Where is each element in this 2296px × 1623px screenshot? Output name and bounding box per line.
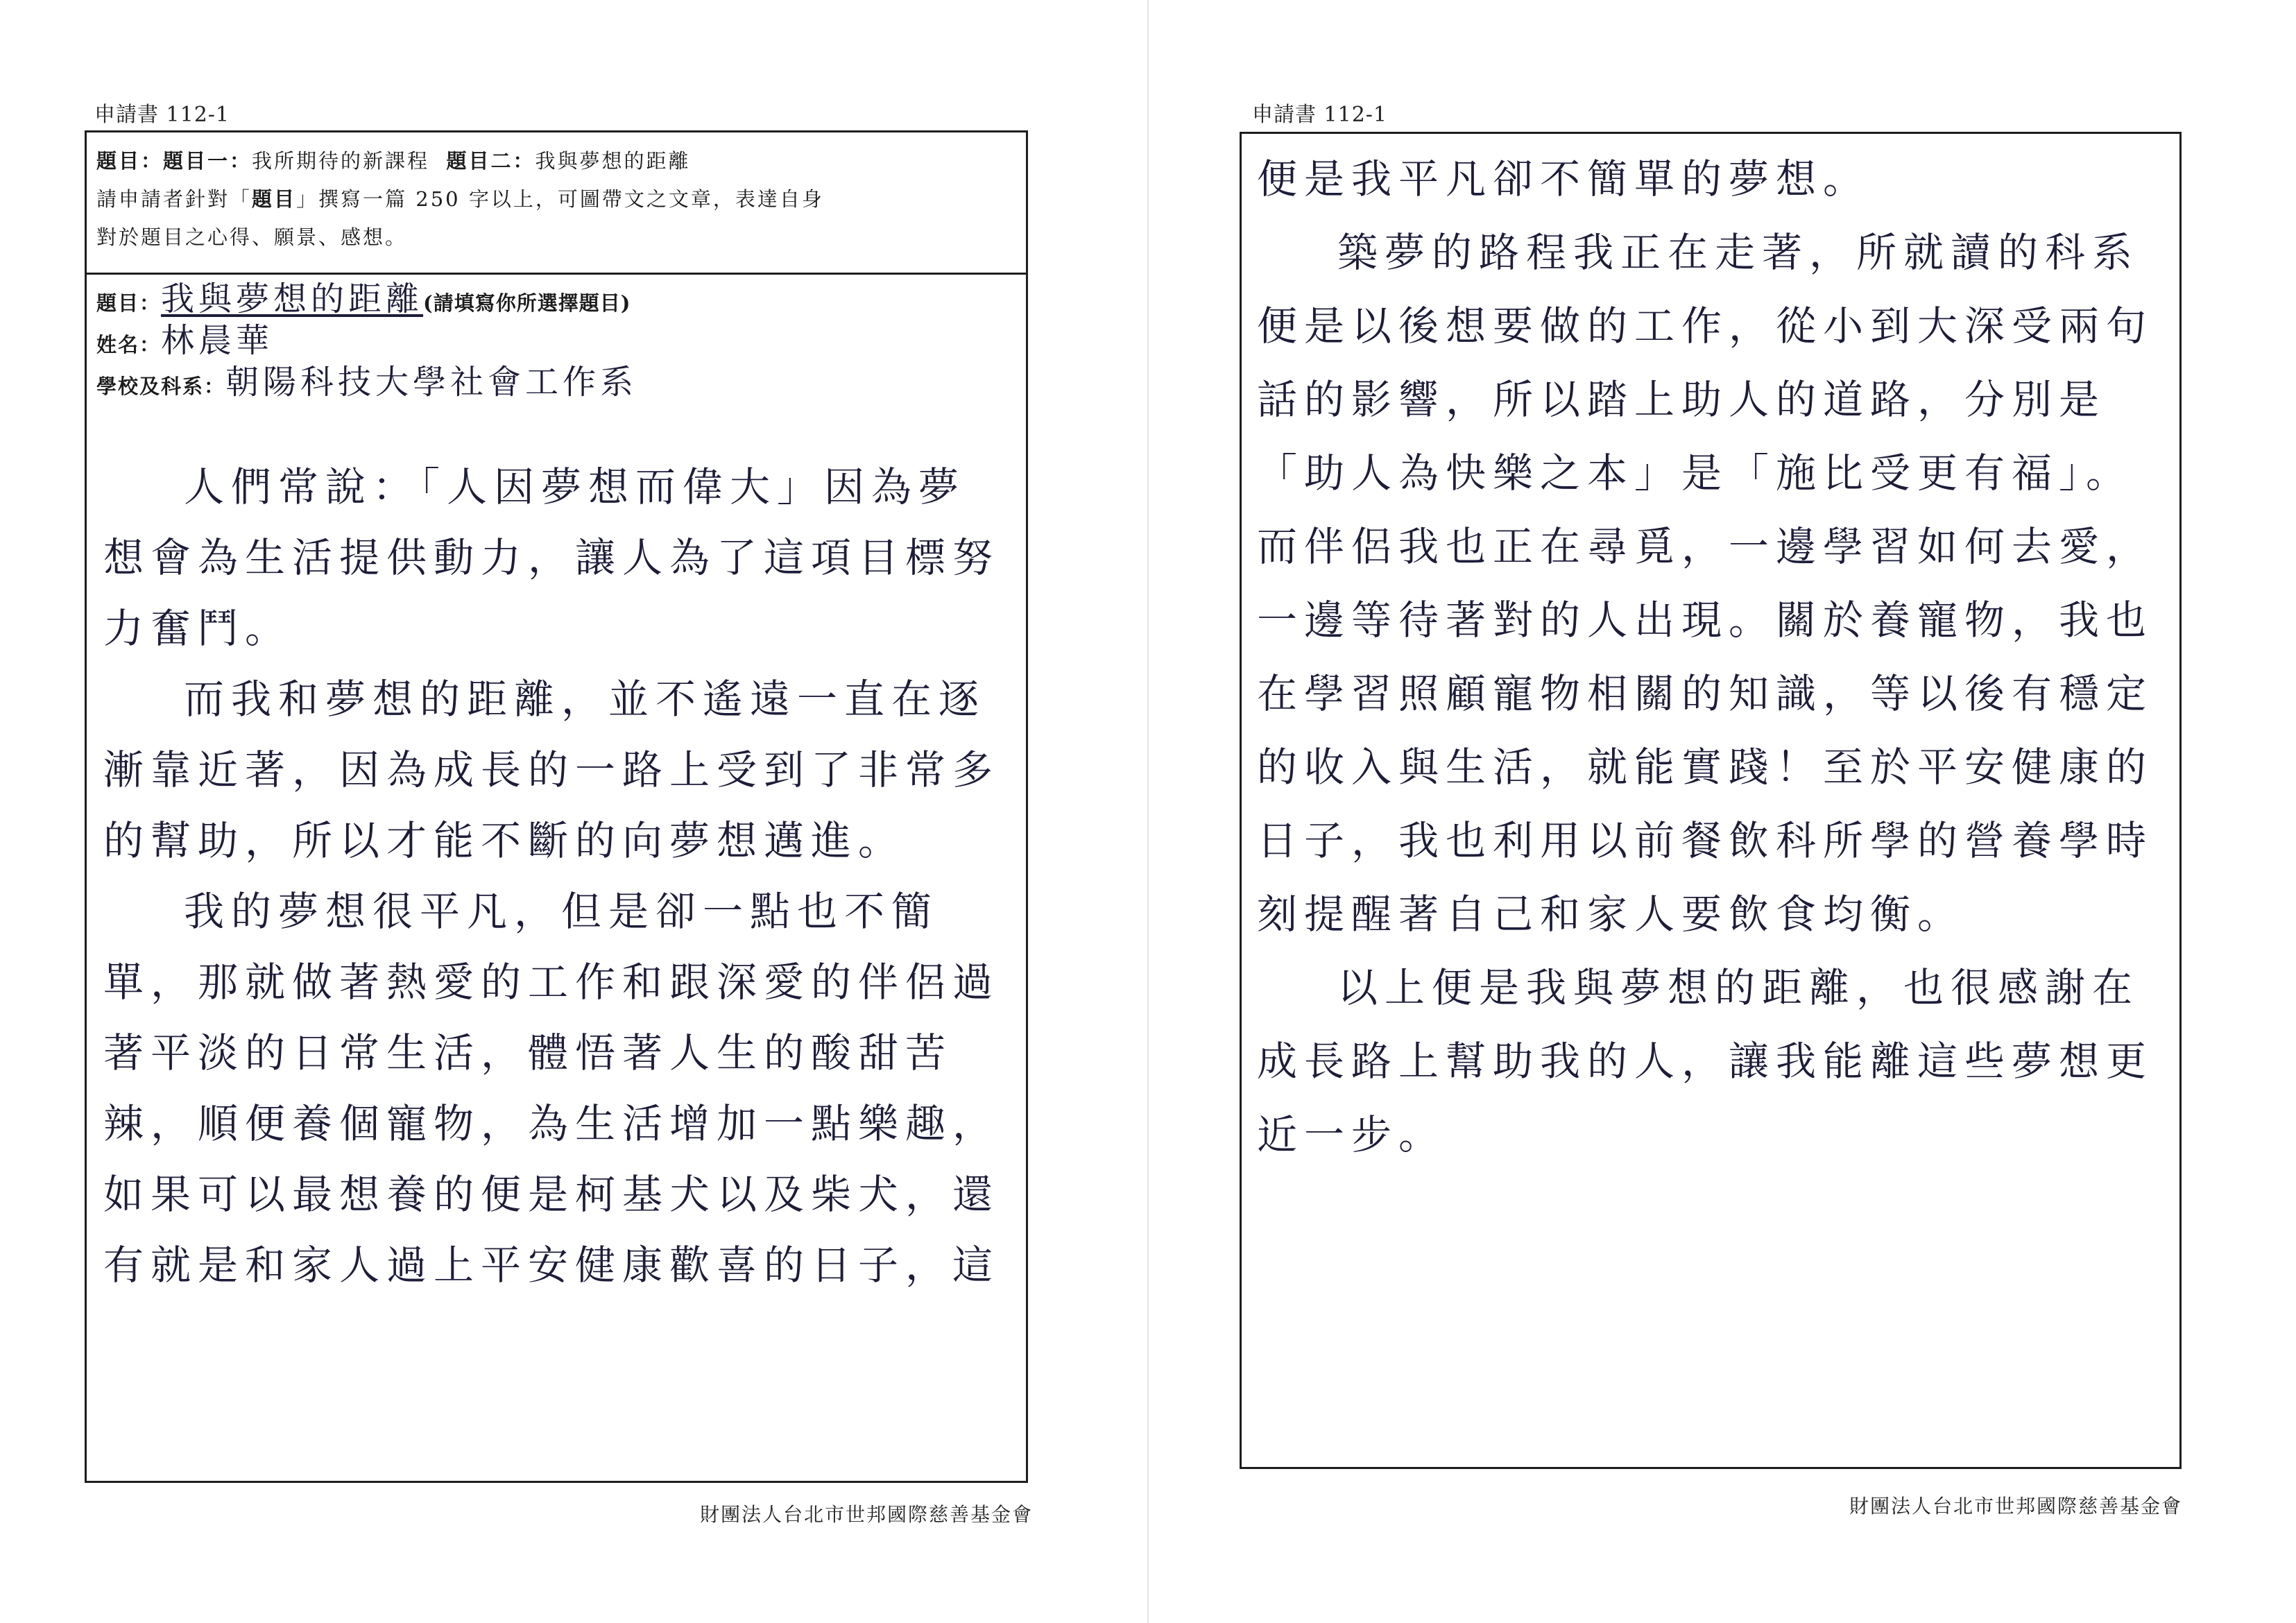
instruction-line-1 [96,180,1018,218]
essay-paragraph: 築夢的路程我正在走著，所就讀的科系便是以後想要做的工作，從小到大深受兩句話的影響，所以踏上助人的道路，分別是「助人為快樂之本」是「施比受更有福」。而伴侶我也正在尋覓，一邊學習如何去愛，一邊等待著對的人出現。關於養寵物，我也在學習照顧寵物相關的知識，等以後有穩定的收入與生活，就能實踐！至於平安健康的日子，我也利用以前餐飲科所學的營養學時刻提醒著自己和家人要飲食均衡。 [1257,229,2154,938]
topic-one: 我所期待的新課程 [252,149,430,173]
name-row [96,320,1018,361]
form-code: 申請書 112-1 [94,103,230,127]
chosen-topic-note: (請填寫你所選擇題目) [423,291,631,315]
instruction-text-bold: 題目 [252,187,297,211]
foundation-footer: 財團法人台北市世邦國際慈善基金會 [1849,1495,2182,1518]
name-label: 姓名： [96,333,162,357]
essay-paragraph: 人們常說：「人因夢想而偉大」因為夢想會為生活提供動力，讓人為了這項目標努力奮鬥。 [103,463,1000,652]
topics-line [96,142,1018,180]
instruction-text-pre: 請申請者針對「 [96,187,252,211]
essay-paragraph: 以上便是我與夢想的距離，也很感謝在成長路上幫助我的人，讓我能離這些夢想更近一步。 [1257,964,2154,1158]
school-value: 朝陽科技大學社會工作系 [225,363,638,402]
form-code: 申請書 112-1 [1252,103,1388,127]
essay-paragraph: 而我和夢想的距離，並不遙遠一直在逐漸靠近著，因為成長的一路上受到了非常多的幫助，所以才能不斷的向夢想邁進。 [103,676,1000,864]
school-label: 學校及科系： [96,375,226,398]
essay-paragraph: 我的夢想很平凡，但是卻一點也不簡單，那就做著熱愛的工作和跟深愛的伴侶過著平淡的日常生活，體悟著人生的酸甜苦辣，順便養個寵物，為生活增加一點樂趣，如果可以最想養的便是柯基犬以及柴犬，還有就是和家人過上平安健康歡喜的日子，這 [103,888,1000,1289]
foundation-footer: 財團法人台北市世邦國際慈善基金會 [699,1503,1033,1526]
school-row [96,361,1018,403]
topic-two-label: 題目二： [446,149,536,173]
chosen-topic-value: 我與夢想的距離 [161,280,424,318]
topic-one-label: 題目一： [163,149,252,173]
instruction-line-2: 對於題目之心得、願景、感想。 [96,225,408,249]
topics-label: 題目： [96,149,164,173]
chosen-topic-row [96,278,1018,320]
name-value: 林晨華 [161,321,274,360]
essay-body-continued [1257,142,2164,1171]
form-frame [85,130,1028,1483]
instructions-box [87,132,1026,275]
essay-continuation: 便是我平凡卻不簡單的夢想。 [1257,155,1871,203]
instruction-text-post: 」撰寫一篇 250 字以上，可圖帶文之文章，表達自身 [296,187,824,211]
topic-two: 我與夢想的距離 [535,149,691,173]
applicant-fields [96,278,1018,403]
application-page-right [1148,0,2296,1623]
essay-body [103,452,1009,1300]
chosen-topic-label: 題目： [96,291,162,315]
essay-frame [1240,132,2182,1469]
